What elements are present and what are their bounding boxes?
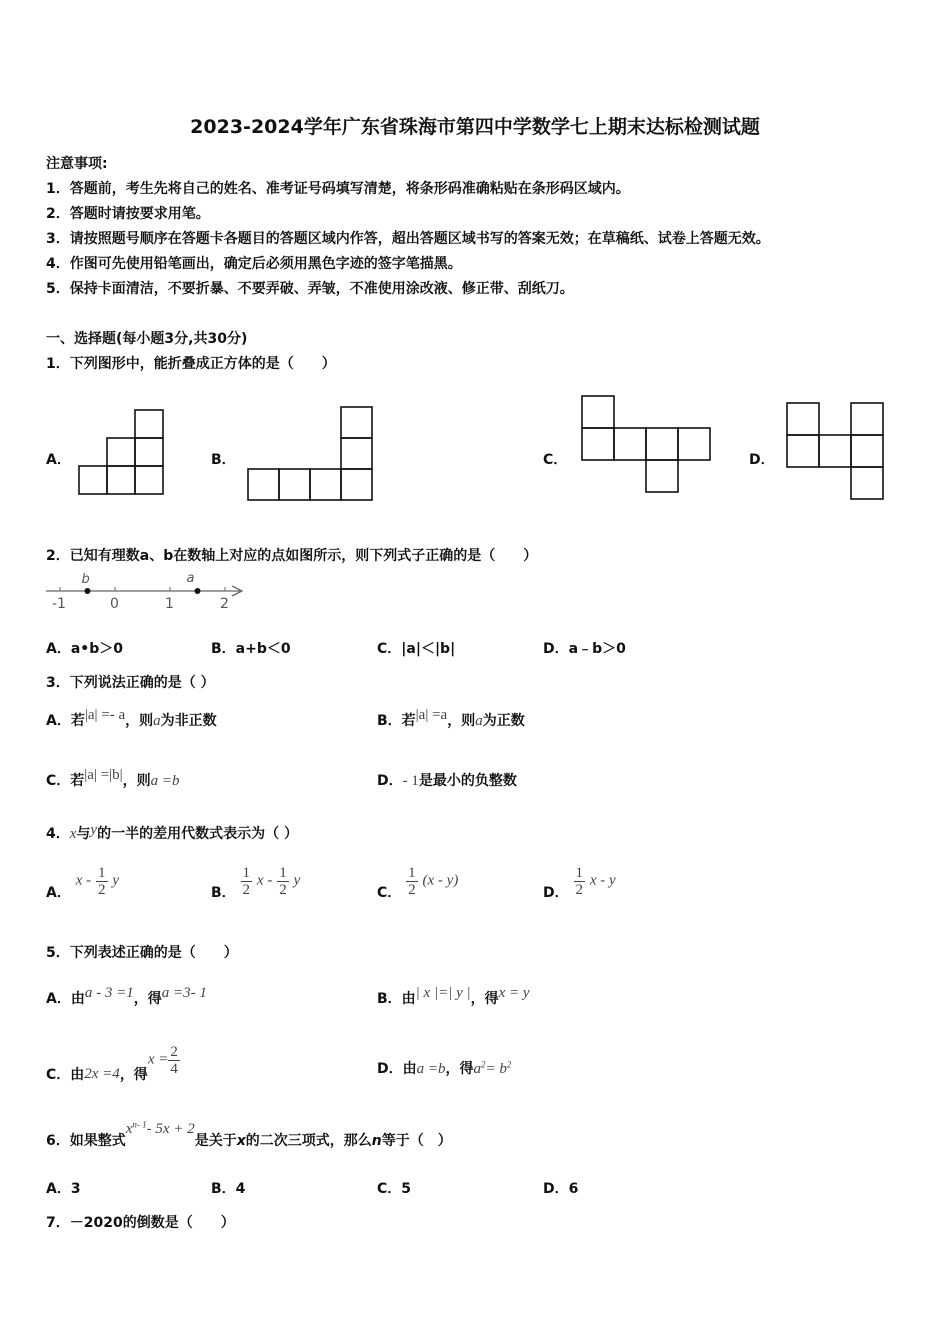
notice-item: 1．答题前，考生先将自己的姓名、准考证号码填写清楚，将条形码准确粘贴在条形码区域内。 <box>46 181 630 197</box>
q6-option-c: C．5 <box>377 1181 412 1197</box>
q5-option-b: B．由| x |=| y |，得x = y <box>377 985 530 1007</box>
point-a-dot <box>195 588 201 594</box>
q5-option-a: A．由a - 3 =1，得a =3- 1 <box>46 985 207 1007</box>
point-b-label: b <box>81 572 90 587</box>
q2-option-a: A．a•b＞0 <box>46 641 123 657</box>
q4-option-c: C． $\frac{1}{2}$ (x - y) <box>377 864 459 901</box>
q3-option-d: D．- 1是最小的负整数 <box>377 773 517 789</box>
q2-number-line <box>44 570 254 614</box>
q4-stem: 4．x与y的一半的差用代数式表示为（ ） <box>46 822 298 842</box>
point-a-label: a <box>186 571 195 586</box>
q3-stem: 3．下列说法正确的是（ ） <box>46 675 215 691</box>
q1-net-c <box>579 393 715 497</box>
q1-net-a <box>76 407 166 497</box>
q4-option-b: B． $\frac{1}{2}$ x - $\frac{1}{2}$ y <box>211 864 301 901</box>
q7-stem: 7．－2020的倒数是（ ） <box>46 1215 235 1231</box>
q6-stem: 6．如果整式$x^{n- 1}-$ 5x + 2是关于x的二次三项式，那么n等于（ ） <box>46 1119 452 1149</box>
q2-option-c: C．|a|＜|b| <box>377 641 456 657</box>
q6-option-d: D．6 <box>543 1181 579 1197</box>
q4-option-d: D． $\frac{1}{2}$ x - y <box>543 864 616 901</box>
q1-option-a-label: A． <box>46 452 71 468</box>
q2-option-b: B．a+b＜0 <box>211 641 291 657</box>
point-b-dot <box>85 588 91 594</box>
q6-option-a: A．3 <box>46 1181 81 1197</box>
q1-net-d <box>784 400 886 502</box>
q3-option-b: B．若|a| =a，则a为正数 <box>377 707 525 729</box>
notice-item: 3．请按照题号顺序在答题卡各题目的答题区域内作答，超出答题区域书写的答案无效；在草稿纸、试卷上答题无效。 <box>46 231 770 247</box>
section-heading: 一、选择题(每小题3分,共30分) <box>46 331 248 347</box>
q5-option-c: C．由2x =4，得x = $\frac{2}{4}$ <box>46 1043 178 1083</box>
q2-stem: 2．已知有理数a、b在数轴上对应的点如图所示，则下列式子正确的是（ ） <box>46 548 538 564</box>
q1-option-d-label: D． <box>749 452 775 468</box>
notice-item: 2．答题时请按要求用笔。 <box>46 206 210 222</box>
page-title: 2023-2024学年广东省珠海市第四中学数学七上期末达标检测试题 <box>190 116 760 138</box>
q5-stem: 5．下列表述正确的是（ ） <box>46 945 238 961</box>
axis-tick-label: 2 <box>220 596 229 612</box>
axis-tick-label: 1 <box>165 596 174 612</box>
notice-heading: 注意事项: <box>46 156 108 172</box>
notice-item: 4．作图可先使用铅笔画出，确定后必须用黑色字迹的签字笔描黑。 <box>46 256 462 272</box>
q3-option-c: C．若|a| =|b|，则a =b <box>46 767 180 789</box>
q1-stem: 1．下列图形中，能折叠成正方体的是（ ） <box>46 356 336 372</box>
q4-option-a: A． x - $\frac{1}{2}$ y <box>46 864 120 901</box>
axis-tick-label: 0 <box>110 596 119 612</box>
q2-option-d: D．a﹣b＞0 <box>543 641 626 657</box>
q5-option-d: D．由a =b，得$a^2= b^2$ <box>377 1059 512 1077</box>
q1-option-c-label: C． <box>543 452 568 468</box>
notice-item: 5．保持卡面清洁，不要折暴、不要弄破、弄皱，不准使用涂改液、修正带、刮纸刀。 <box>46 281 574 297</box>
axis-tick-label: -1 <box>52 596 66 612</box>
q1-option-b-label: B． <box>211 452 236 468</box>
q3-option-a: A．若|a| =- a，则a为非正数 <box>46 707 217 729</box>
q6-option-b: B．4 <box>211 1181 246 1197</box>
q1-net-b <box>245 404 377 504</box>
